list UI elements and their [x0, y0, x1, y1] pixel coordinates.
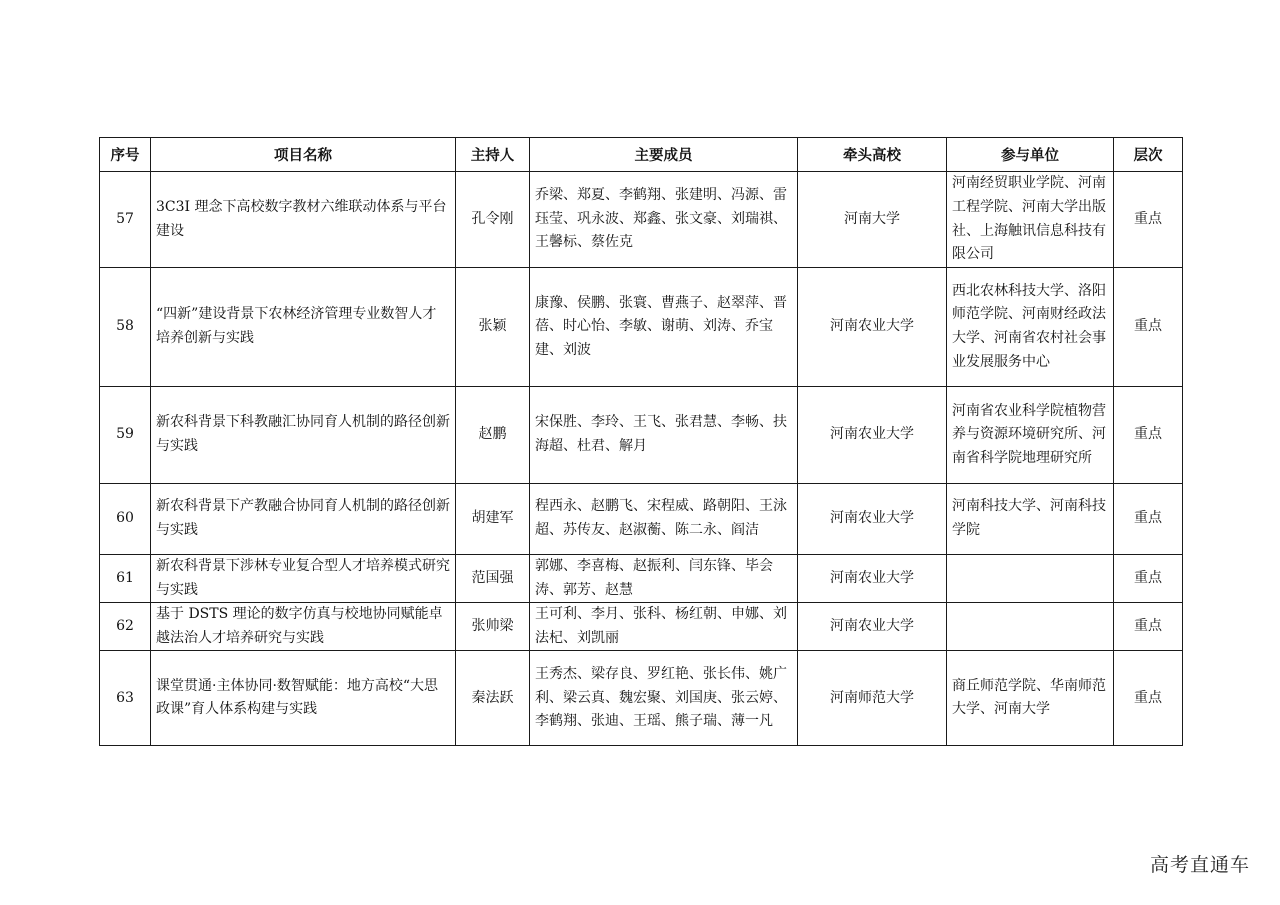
- cell-partners: 河南科技大学、河南科技学院: [947, 484, 1114, 555]
- cell-partners: 河南经贸职业学院、河南工程学院、河南大学出版社、上海触讯信息科技有限公司: [947, 172, 1114, 268]
- header-host: 主持人: [456, 138, 530, 172]
- cell-lead-university: 河南农业大学: [798, 484, 947, 555]
- table-row: [100, 387, 1183, 484]
- cell-project-name: 3C3I 理念下高校数字教材六维联动体系与平台建设: [151, 172, 456, 268]
- header-members: 主要成员: [530, 138, 798, 172]
- cell-partners: 商丘师范学院、华南师范大学、河南大学: [947, 651, 1114, 746]
- cell-lead-university: 河南大学: [798, 172, 947, 268]
- cell-host: 孔令刚: [456, 172, 530, 268]
- cell-members: 康豫、侯鹏、张寰、曹燕子、赵翠萍、晋蓓、时心怡、李敏、谢萌、刘涛、乔宝建、刘波: [530, 268, 798, 387]
- cell-level: 重点: [1114, 555, 1183, 603]
- header-row: [100, 138, 1183, 172]
- project-table: [99, 137, 1183, 746]
- cell-host: 胡建军: [456, 484, 530, 555]
- cell-project-name: 课堂贯通·主体协同·数智赋能：地方高校“大思政课”育人体系构建与实践: [151, 651, 456, 746]
- cell-no: 59: [100, 387, 151, 484]
- cell-lead-university: 河南农业大学: [798, 268, 947, 387]
- table-row: [100, 268, 1183, 387]
- table-body: [100, 172, 1183, 746]
- table-row: [100, 603, 1183, 651]
- cell-project-name: 新农科背景下涉林专业复合型人才培养模式研究与实践: [151, 555, 456, 603]
- cell-no: 62: [100, 603, 151, 651]
- table-row: [100, 555, 1183, 603]
- cell-no: 63: [100, 651, 151, 746]
- cell-host: 范国强: [456, 555, 530, 603]
- table-row: [100, 651, 1183, 746]
- cell-members: 程西永、赵鹏飞、宋程威、路朝阳、王泳超、苏传友、赵淑蘅、陈二永、阎洁: [530, 484, 798, 555]
- table-row: [100, 484, 1183, 555]
- cell-level: 重点: [1114, 172, 1183, 268]
- header-lead-university: 牵头高校: [798, 138, 947, 172]
- table-header: [100, 138, 1183, 172]
- cell-host: 赵鹏: [456, 387, 530, 484]
- cell-level: 重点: [1114, 603, 1183, 651]
- cell-host: 张颖: [456, 268, 530, 387]
- cell-level: 重点: [1114, 268, 1183, 387]
- cell-host: 张帅梁: [456, 603, 530, 651]
- cell-members: 王可利、李月、张科、杨红朝、申娜、刘法杞、刘凯丽: [530, 603, 798, 651]
- header-level: 层次: [1114, 138, 1183, 172]
- cell-partners: [947, 603, 1114, 651]
- cell-host: 秦法跃: [456, 651, 530, 746]
- cell-level: 重点: [1114, 387, 1183, 484]
- cell-project-name: 基于 DSTS 理论的数字仿真与校地协同赋能卓越法治人才培养研究与实践: [151, 603, 456, 651]
- cell-project-name: “四新”建设背景下农林经济管理专业数智人才培养创新与实践: [151, 268, 456, 387]
- cell-partners: [947, 555, 1114, 603]
- cell-no: 57: [100, 172, 151, 268]
- header-no: 序号: [100, 138, 151, 172]
- cell-no: 61: [100, 555, 151, 603]
- cell-members: 乔梁、郑夏、李鹤翔、张建明、冯源、雷珏莹、巩永波、郑鑫、张文豪、刘瑞祺、王馨标、蔡佐克: [530, 172, 798, 268]
- header-project-name: 项目名称: [151, 138, 456, 172]
- cell-partners: 西北农林科技大学、洛阳师范学院、河南财经政法大学、河南省农村社会事业发展服务中心: [947, 268, 1114, 387]
- table-row: [100, 172, 1183, 268]
- cell-lead-university: 河南师范大学: [798, 651, 947, 746]
- cell-members: 王秀杰、梁存良、罗红艳、张长伟、姚广利、梁云真、魏宏聚、刘国庚、张云婷、李鹤翔、张迪、王瑶、熊子瑞、薄一凡: [530, 651, 798, 746]
- cell-partners: 河南省农业科学院植物营养与资源环境研究所、河南省科学院地理研究所: [947, 387, 1114, 484]
- cell-members: 宋保胜、李玲、王飞、张君慧、李畅、扶海超、杜君、解月: [530, 387, 798, 484]
- cell-level: 重点: [1114, 651, 1183, 746]
- cell-lead-university: 河南农业大学: [798, 555, 947, 603]
- cell-level: 重点: [1114, 484, 1183, 555]
- cell-lead-university: 河南农业大学: [798, 387, 947, 484]
- cell-project-name: 新农科背景下科教融汇协同育人机制的路径创新与实践: [151, 387, 456, 484]
- watermark-text: 高考直通车: [1149, 854, 1250, 876]
- cell-lead-university: 河南农业大学: [798, 603, 947, 651]
- cell-no: 58: [100, 268, 151, 387]
- cell-members: 郭娜、李喜梅、赵振利、闫东锋、毕会涛、郭芳、赵慧: [530, 555, 798, 603]
- header-partners: 参与单位: [947, 138, 1114, 172]
- cell-project-name: 新农科背景下产教融合协同育人机制的路径创新与实践: [151, 484, 456, 555]
- cell-no: 60: [100, 484, 151, 555]
